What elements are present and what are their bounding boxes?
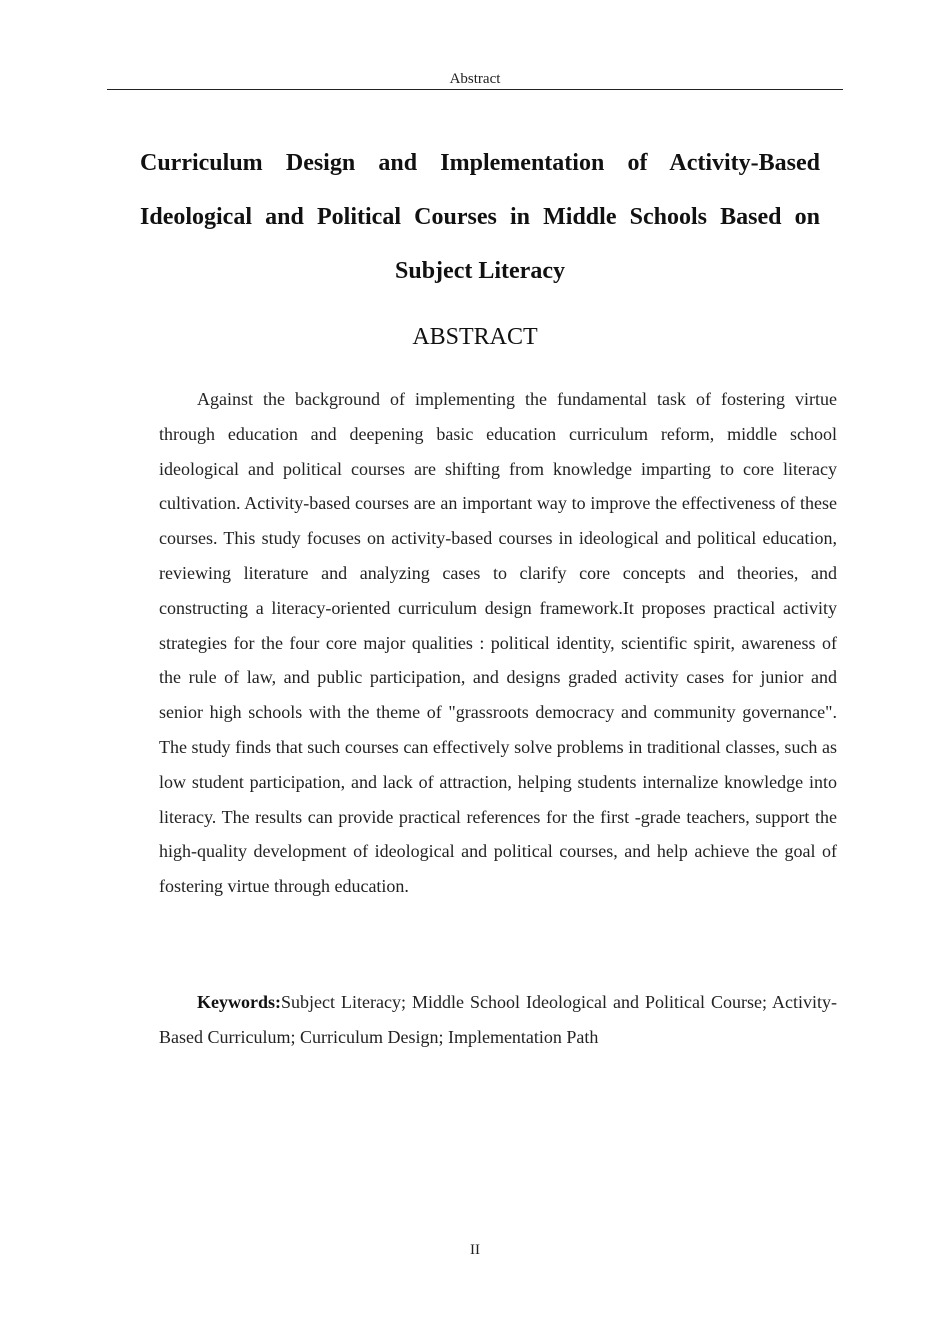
running-header: Abstract	[449, 71, 501, 87]
keywords-label: Keywords:	[197, 992, 281, 1012]
abstract-heading: ABSTRACT	[412, 324, 538, 350]
header-rule	[107, 89, 843, 90]
paper-title: Curriculum Design and Implementation of Activity-Based Ideological and Political Courses in Middle Schools Based on Subject Literacy	[140, 150, 820, 284]
keywords-text: Subject Literacy; Middle School Ideological and Political Course; Activity-Based Curriculum; Curriculum Design; Implementation Path	[159, 992, 837, 1047]
abstract-paragraph: Against the background of implementing the fundamental task of fostering virtue through education and deepening basic education curriculum reform, middle school ideological and political courses are shifting from knowledge imparting to core literacy cultivation. Activity-based courses are an important way to improve the effectiveness of these courses. This study focuses on activity-based courses in ideological and political education, reviewing literature and analyzing cases to clarify core concepts and theories, and constructing a literacy-oriented curriculum design framework.It proposes practical activity strategies for the four core major qualities : political identity, scientific spirit, awareness of the rule of law, and public participation, and designs graded activity cases for junior and senior high schools with the theme of "grassroots democracy and community governance". The study finds that such courses can effectively solve problems in traditional classes, such as low student participation, and lack of attraction, helping students internalize knowledge into literacy. The results can provide practical references for the first -grade teachers, support the high-quality development of ideological and political courses, and help achieve the goal of fostering virtue through education.	[159, 389, 837, 897]
page-number: II	[470, 1242, 480, 1258]
keywords-paragraph	[159, 985, 837, 1055]
